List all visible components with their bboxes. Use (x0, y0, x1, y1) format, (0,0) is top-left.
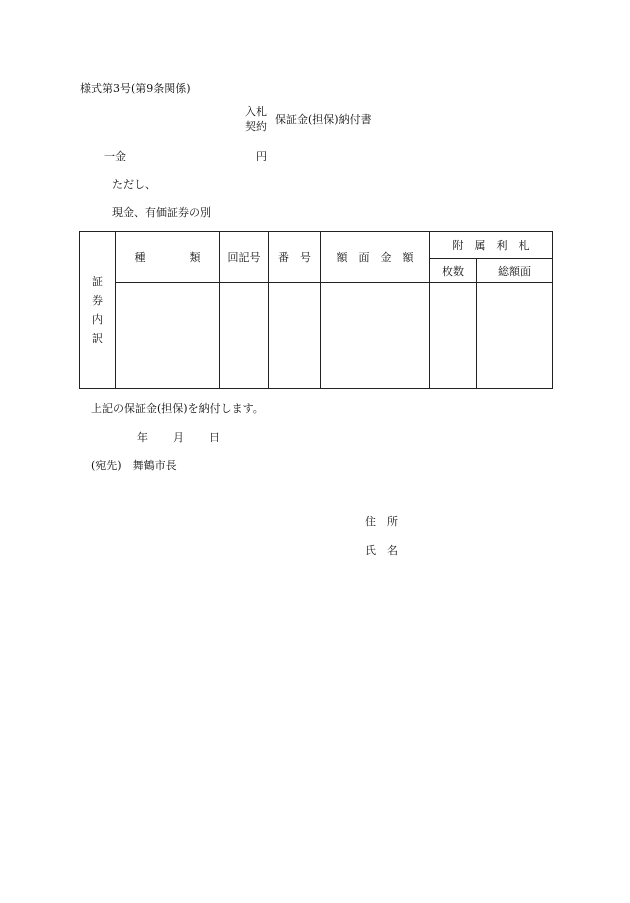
header-coupons: 附 属 利 札 (430, 232, 553, 259)
header-kind: 種 類 (116, 232, 220, 283)
cell-coupon-count[interactable] (430, 283, 477, 389)
header-face-value: 額 面 金 額 (321, 232, 430, 283)
header-coupon-total: 総額面 (477, 259, 553, 283)
name-label: 氏 名 (365, 544, 398, 557)
address-label: 住 所 (365, 515, 398, 528)
cell-kind[interactable] (116, 283, 220, 389)
title-prefix-contract: 契約 (245, 120, 267, 133)
amount-unit: 円 (256, 150, 267, 163)
securities-table (79, 231, 553, 389)
date-year: 年 (137, 431, 148, 444)
form-number: 様式第3号(第9条関係) (80, 82, 191, 95)
cell-number[interactable] (269, 283, 321, 389)
addressee: (宛先) 舞鶴市長 (91, 459, 177, 472)
securities-breakdown-label: 証 券 内 訳 (80, 232, 116, 389)
page-title: 保証金(担保)納付書 (275, 113, 372, 126)
header-series: 回記号 (220, 232, 269, 283)
cell-series[interactable] (220, 283, 269, 389)
payment-types: 現金、有価証券の別 (112, 206, 211, 219)
amount-label: 一金 (104, 150, 126, 163)
cell-face-value[interactable] (321, 283, 430, 389)
cell-coupon-total[interactable] (477, 283, 553, 389)
header-coupon-count: 枚数 (430, 259, 477, 283)
note-label: ただし、 (112, 178, 156, 191)
date-line (137, 431, 220, 445)
delivery-statement: 上記の保証金(担保)を納付します。 (91, 402, 264, 415)
title-prefix-bid: 入札 (245, 105, 267, 118)
header-number: 番 号 (269, 232, 321, 283)
date-day: 日 (209, 431, 220, 444)
date-month: 月 (173, 431, 184, 444)
